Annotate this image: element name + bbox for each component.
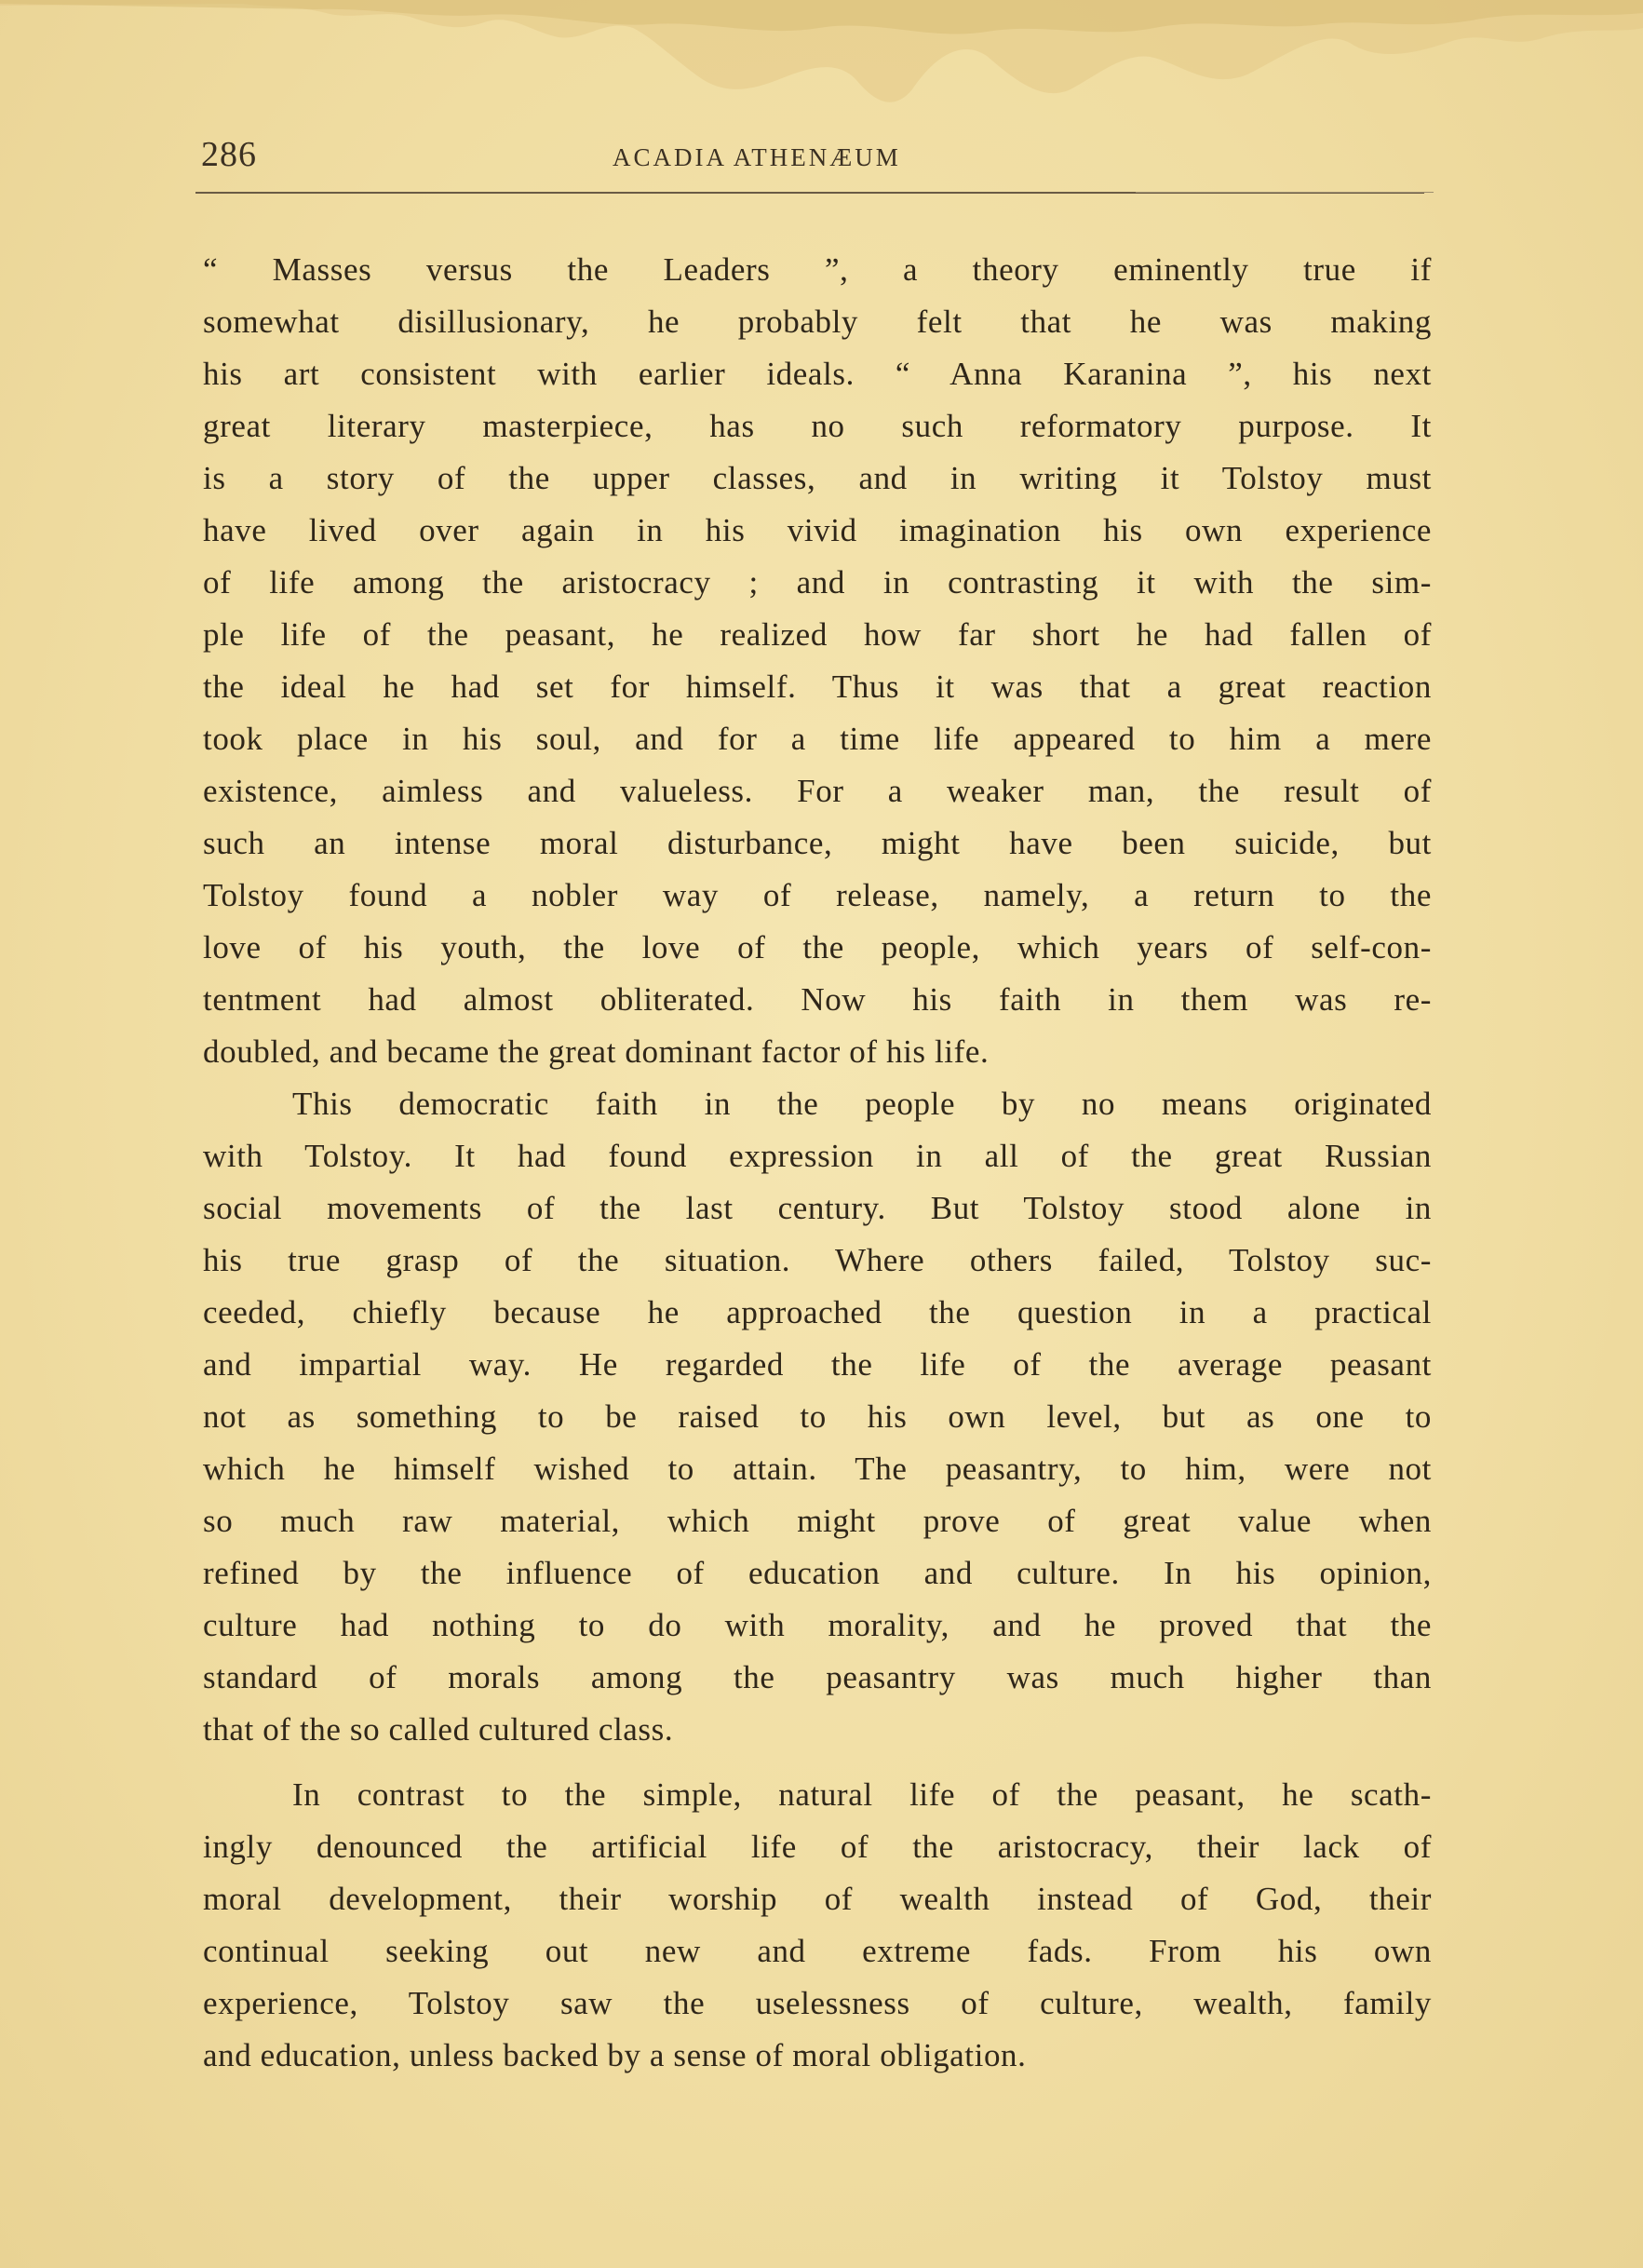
text-line: is a story of the upper classes, and in writing it Tolstoy must <box>203 460 1432 496</box>
text-line: ingly denounced the artificial life of the aristocracy, their lack of <box>203 1829 1432 1865</box>
paragraph <box>203 1078 1432 1756</box>
paragraph-gap <box>203 1756 1432 1769</box>
text-line: social movements of the last century. But Tolstoy stood alone in <box>203 1190 1432 1226</box>
text-line: love of his youth, the love of the people, which years of self-con- <box>203 929 1432 965</box>
text-line: and impartial way. He regarded the life of the average peasant <box>203 1346 1432 1383</box>
text-line: In contrast to the simple, natural life of the peasant, he scath- <box>292 1776 1432 1813</box>
text-line: the ideal he had set for himself. Thus it was that a great reaction <box>203 668 1432 705</box>
paragraph <box>203 1769 1432 2082</box>
text-line: of life among the aristocracy ; and in contrasting it with the sim- <box>203 564 1432 601</box>
paragraph <box>203 244 1432 1078</box>
page-number: 286 <box>201 135 257 174</box>
article-body <box>203 244 1432 2082</box>
text-line: his art consistent with earlier ideals. “ Anna Karanina ”, his next <box>203 356 1432 392</box>
text-line: have lived over again in his vivid imagination his own experience <box>203 512 1432 548</box>
text-line: Tolstoy found a nobler way of release, namely, a return to the <box>203 877 1432 913</box>
running-head: ACADIA ATHENÆUM <box>613 143 901 171</box>
text-line: “ Masses versus the Leaders ”, a theory eminently true if <box>203 251 1432 288</box>
text-line: existence, aimless and valueless. For a weaker man, the result of <box>203 773 1432 809</box>
header-rule-faint <box>1136 192 1434 193</box>
text-line: ceeded, chiefly because he approached the question in a practical <box>203 1294 1432 1330</box>
text-line: tentment had almost obliterated. Now his faith in them was re- <box>203 981 1432 1018</box>
text-line: not as something to be raised to his own level, but as one to <box>203 1398 1432 1435</box>
text-line: that of the so called cultured class. <box>203 1711 674 1748</box>
text-line: moral development, their worship of wealth instead of God, their <box>203 1881 1432 1917</box>
text-line: ple life of the peasant, he realized how far short he had fallen of <box>203 616 1432 653</box>
text-line: somewhat disillusionary, he probably felt that he was making <box>203 304 1432 340</box>
text-line: experience, Tolstoy saw the uselessness of culture, wealth, family <box>203 1985 1432 2021</box>
text-line: refined by the influence of education and culture. In his opinion, <box>203 1555 1432 1591</box>
text-line: so much raw material, which might prove of great value when <box>203 1503 1432 1539</box>
text-line: This democratic faith in the people by no means originated <box>292 1086 1432 1122</box>
text-line: great literary masterpiece, has no such reformatory purpose. It <box>203 408 1432 444</box>
text-line: culture had nothing to do with morality, and he proved that the <box>203 1607 1432 1643</box>
text-line: doubled, and became the great dominant factor of his life. <box>203 1033 990 1070</box>
text-line: standard of morals among the peasantry was much higher than <box>203 1659 1432 1695</box>
text-line: such an intense moral disturbance, might have been suicide, but <box>203 825 1432 861</box>
text-line: and education, unless backed by a sense of moral obligation. <box>203 2037 1027 2073</box>
text-line: took place in his soul, and for a time life appeared to him a mere <box>203 721 1432 757</box>
page-header <box>201 130 1430 186</box>
text-line: continual seeking out new and extreme fads. From his own <box>203 1933 1432 1969</box>
text-line: with Tolstoy. It had found expression in all of the great Russian <box>203 1138 1432 1174</box>
text-line: his true grasp of the situation. Where others failed, Tolstoy suc- <box>203 1242 1432 1278</box>
text-line: which he himself wished to attain. The peasantry, to him, were not <box>203 1451 1432 1487</box>
